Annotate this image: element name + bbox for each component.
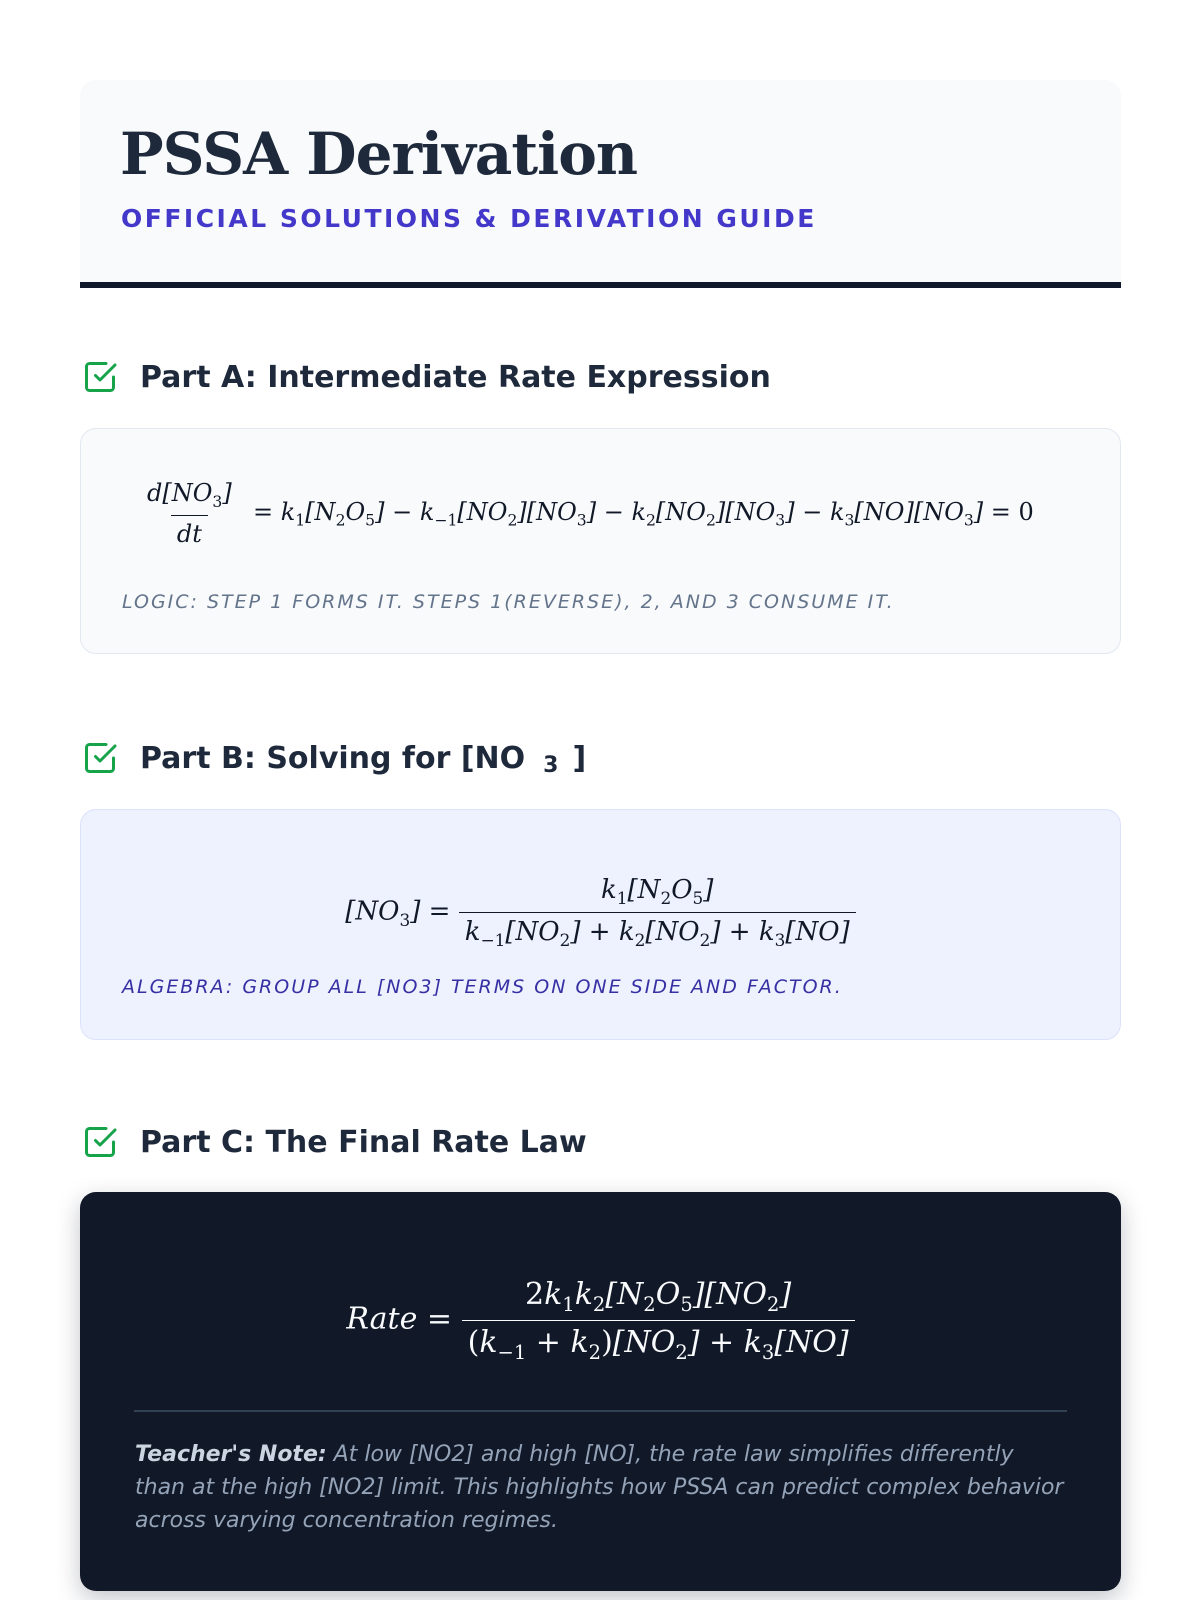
rate-label: Rate <box>346 1301 418 1337</box>
section-title-part-a: Part A: Intermediate Rate Expression <box>140 359 771 395</box>
header-card <box>80 80 1121 288</box>
note-label: Teacher's Note: <box>135 1442 327 1467</box>
teachers-note <box>135 1438 1066 1537</box>
no3-solution-equation: $[NO_3]$ = $\frac{k_1[N_2O_5]}{k_{-1}[NO_2] + k_2[NO_2] + k_3[NO]}$ <box>81 875 1120 950</box>
check-square-icon <box>82 740 118 776</box>
section-heading-part-b <box>82 738 586 778</box>
check-square-icon <box>82 359 118 395</box>
note-text: At low [NO2] and high [NO], the rate law simplifies differently than at the high [NO2] limit. This highlights how PSSA can predict complex behavior across varying concentration regimes. <box>135 1442 1064 1533</box>
equation-card-part-b <box>80 809 1121 1040</box>
section-heading-part-a <box>82 357 771 397</box>
section-title-part-c: Part C: The Final Rate Law <box>140 1124 587 1160</box>
section-heading-part-c <box>82 1122 587 1162</box>
check-square-icon <box>82 1124 118 1160</box>
final-rate-law-card <box>80 1192 1121 1591</box>
section-title-part-b: Part B: Solving for [NO 3 ] <box>140 740 587 778</box>
page-title: PSSA Derivation <box>120 120 638 188</box>
final-rate-law-equation: Rate = $\frac{2k_1k_2[N_2O_5][NO_2]}{(k_{-1} + k_2)[NO_2] + k_3[NO]}$ <box>80 1277 1121 1364</box>
divider <box>134 1410 1067 1412</box>
algebra-caption: ALGEBRA: GROUP ALL [NO3] TERMS ON ONE SIDE AND FACTOR. <box>122 976 843 998</box>
logic-caption: LOGIC: STEP 1 FORMS IT. STEPS 1(REVERSE), 2, AND 3 CONSUME IT. <box>122 591 895 613</box>
page-subtitle: OFFICIAL SOLUTIONS & DERIVATION GUIDE <box>121 204 817 233</box>
equation-card-part-a <box>80 428 1121 654</box>
rate-expression-equation: $\frac{d[NO_3]}{dt}$ = $k_1[N_2O_5] - k_{-1}[NO_2][NO_3] - k_2[NO_2][NO_3] - k_3[NO][NO_3] = 0$ <box>147 479 1034 548</box>
